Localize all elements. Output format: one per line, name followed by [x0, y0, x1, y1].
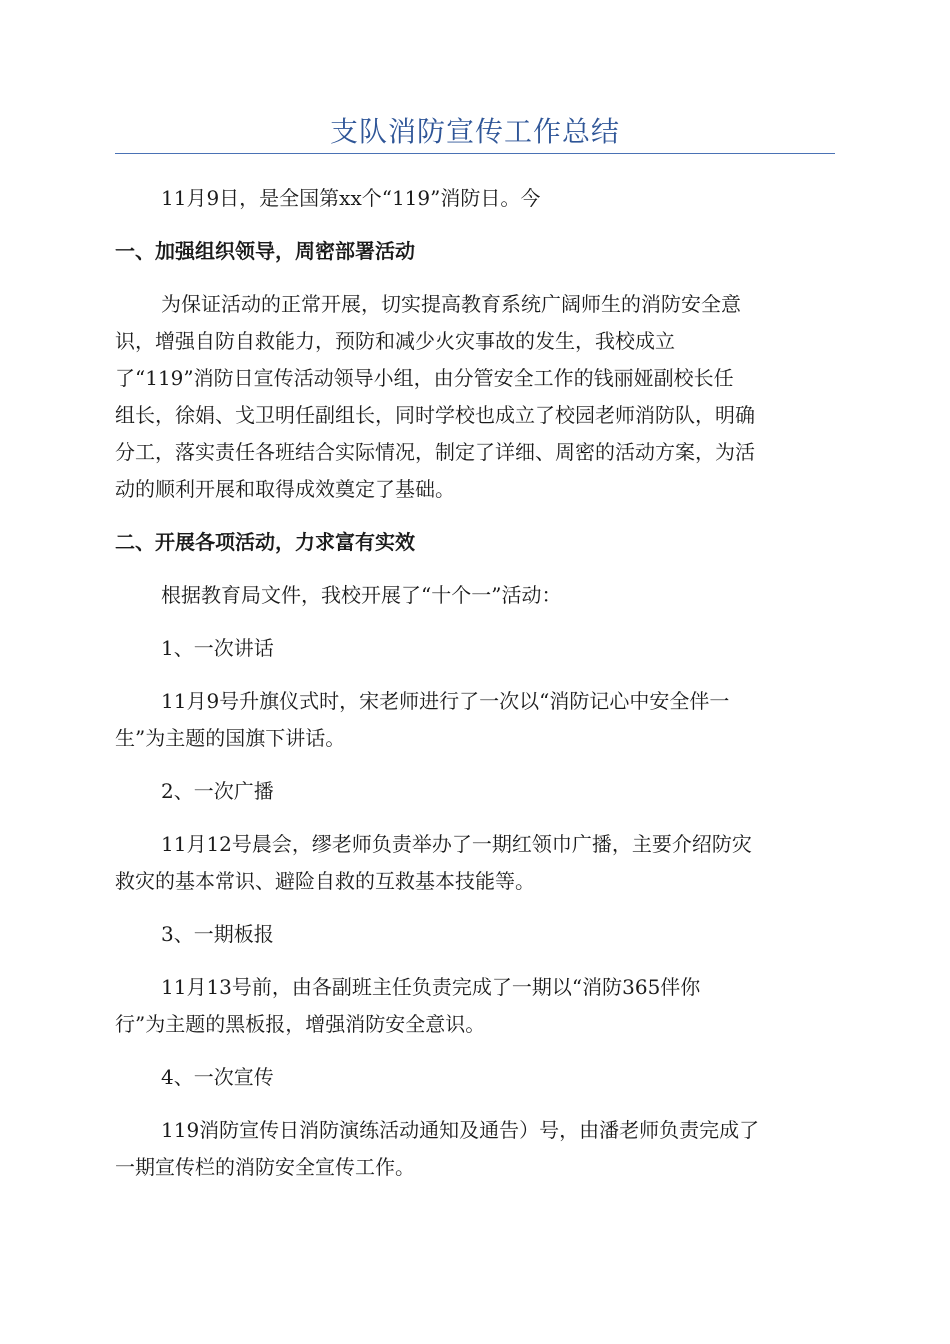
- intro-paragraph: 11月9日，是全国第xx个“119”消防日。今: [161, 186, 541, 210]
- title-underline: [115, 153, 835, 154]
- text-line: 组长，徐娟、戈卫明任副组长，同时学校也成立了校园老师消防队，明确: [115, 403, 755, 427]
- item-4-label: 4、一次宣传: [161, 1065, 274, 1089]
- text-line: 为保证活动的正常开展，切实提高教育系统广阔师生的消防安全意: [161, 292, 741, 316]
- section-2-heading: 二、开展各项活动，力求富有实效: [115, 530, 415, 554]
- section-1-heading: 一、加强组织领导，周密部署活动: [115, 239, 415, 263]
- text-line: 救灾的基本常识、避险自救的互救基本技能等。: [115, 869, 535, 893]
- text-line: 动的顺利开展和取得成效奠定了基础。: [115, 477, 455, 501]
- item-3-paragraph: [115, 969, 835, 1043]
- item-3-label: 3、一期板报: [161, 922, 274, 946]
- text-line: 一期宣传栏的消防安全宣传工作。: [115, 1155, 415, 1179]
- item-4-paragraph: [115, 1112, 835, 1186]
- text-line: 了“119”消防日宣传活动领导小组，由分管安全工作的钱丽娅副校长任: [115, 366, 734, 390]
- text-line: 行”为主题的黑板报，增强消防安全意识。: [115, 1012, 486, 1036]
- item-2-label: 2、一次广播: [161, 779, 274, 803]
- item-1-label: 1、一次讲话: [161, 636, 274, 660]
- text-line: 分工，落实责任各班结合实际情况，制定了详细、周密的活动方案，为活: [115, 440, 755, 464]
- text-line: 11月9号升旗仪式时，宋老师进行了一次以“消防记心中安全伴一: [161, 689, 730, 713]
- text-line: 生”为主题的国旗下讲话。: [115, 726, 346, 750]
- text-line: 识，增强自防自救能力，预防和减少火灾事故的发生，我校成立: [115, 329, 675, 353]
- title-block: [115, 112, 835, 152]
- section-1-paragraph: [115, 286, 835, 508]
- text-line: 11月12号晨会，缪老师负责举办了一期红领巾广播，主要介绍防灾: [161, 832, 752, 856]
- text-line: 11月13号前，由各副班主任负责完成了一期以“消防365伴你: [161, 975, 701, 999]
- document-body: [115, 180, 835, 1202]
- section-2-intro: 根据教育局文件，我校开展了“十个一”活动：: [161, 583, 562, 607]
- item-2-paragraph: [115, 826, 835, 900]
- text-line: 119消防宣传日消防演练活动通知及通告）号，由潘老师负责完成了: [161, 1118, 760, 1142]
- item-1-paragraph: [115, 683, 835, 757]
- document-title: 支队消防宣传工作总结: [329, 115, 620, 148]
